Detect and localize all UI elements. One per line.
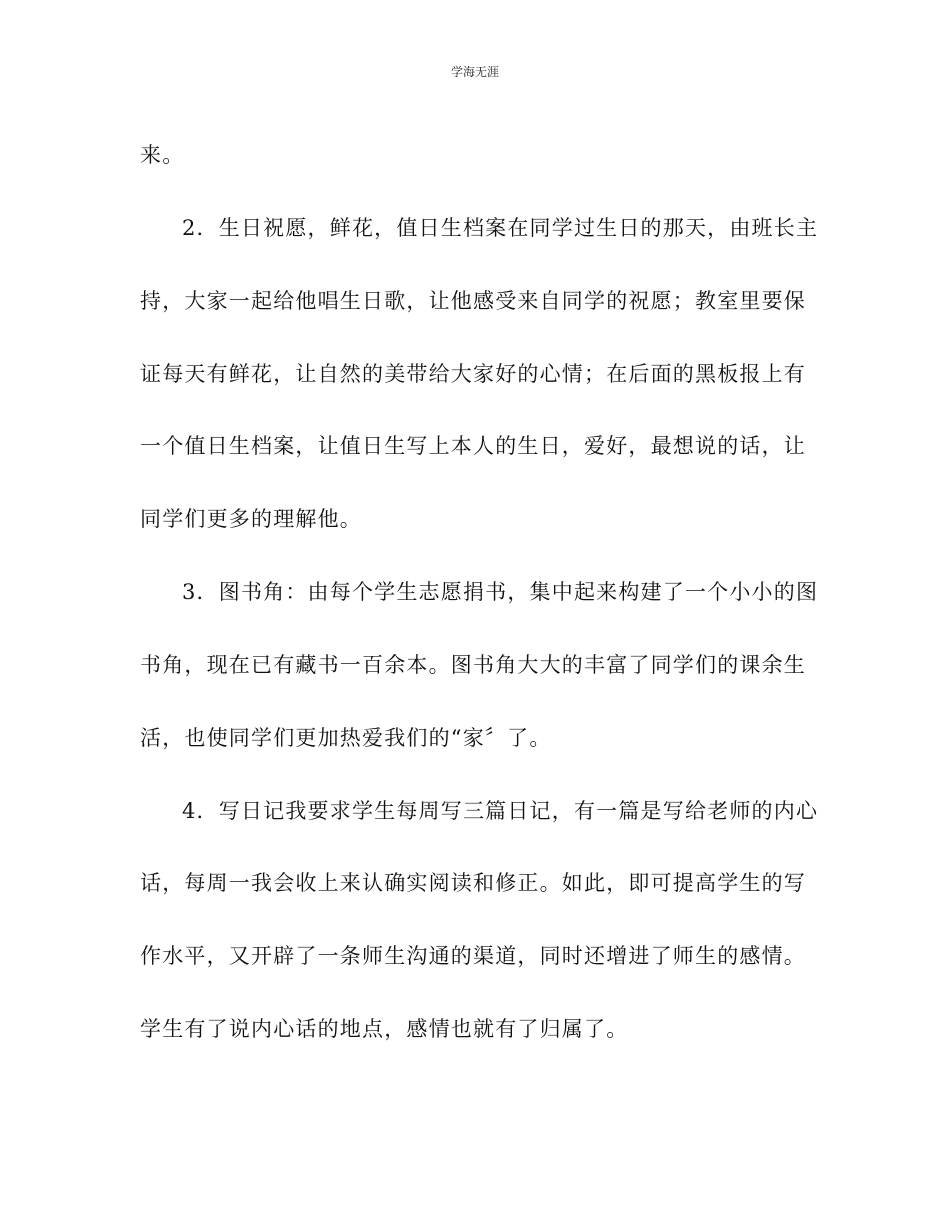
paragraph-2-line-4: 一个值日生档案，让值日生写上本人的生日，爱好，最想说的话，让	[140, 434, 806, 458]
paragraph-2-line-1: 2．生日祝愿，鲜花，值日生档案在同学过生日的那天，由班长主	[182, 216, 819, 240]
paragraph-4-line-1: 4．写日记我要求学生每周写三篇日记，有一篇是写给老师的内心	[182, 799, 819, 823]
paragraph-4-line-2: 话，每周一我会收上来认确实阅读和修正。如此，即可提高学生的写	[140, 871, 806, 895]
paragraph-2-line-3: 证每天有鲜花，让自然的美带给大家好的心情；在后面的黑板报上有	[140, 362, 806, 386]
text-line: 来。	[140, 143, 185, 167]
paragraph-4-line-3: 作水平，又开辟了一条师生沟通的渠道，同时还增进了师生的感情。	[140, 944, 806, 968]
paragraph-3-line-1: 3．图书角：由每个学生志愿捐书，集中起来构建了一个小小的图	[182, 580, 819, 604]
paragraph-4-line-4: 学生有了说内心话的地点，感情也就有了归属了。	[140, 1017, 629, 1041]
page-header: 学海无涯	[450, 65, 499, 79]
paragraph-3-line-3: 活，也使同学们更加热爱我们的“家〞了。	[140, 726, 552, 750]
paragraph-2-line-5: 同学们更多的理解他。	[140, 507, 362, 531]
paragraph-2-line-2: 持，大家一起给他唱生日歌，让他感受来自同学的祝愿；教室里要保	[140, 289, 806, 313]
paragraph-3-line-2: 书角，现在已有藏书一百余本。图书角大大的丰富了同学们的课余生	[140, 653, 806, 677]
